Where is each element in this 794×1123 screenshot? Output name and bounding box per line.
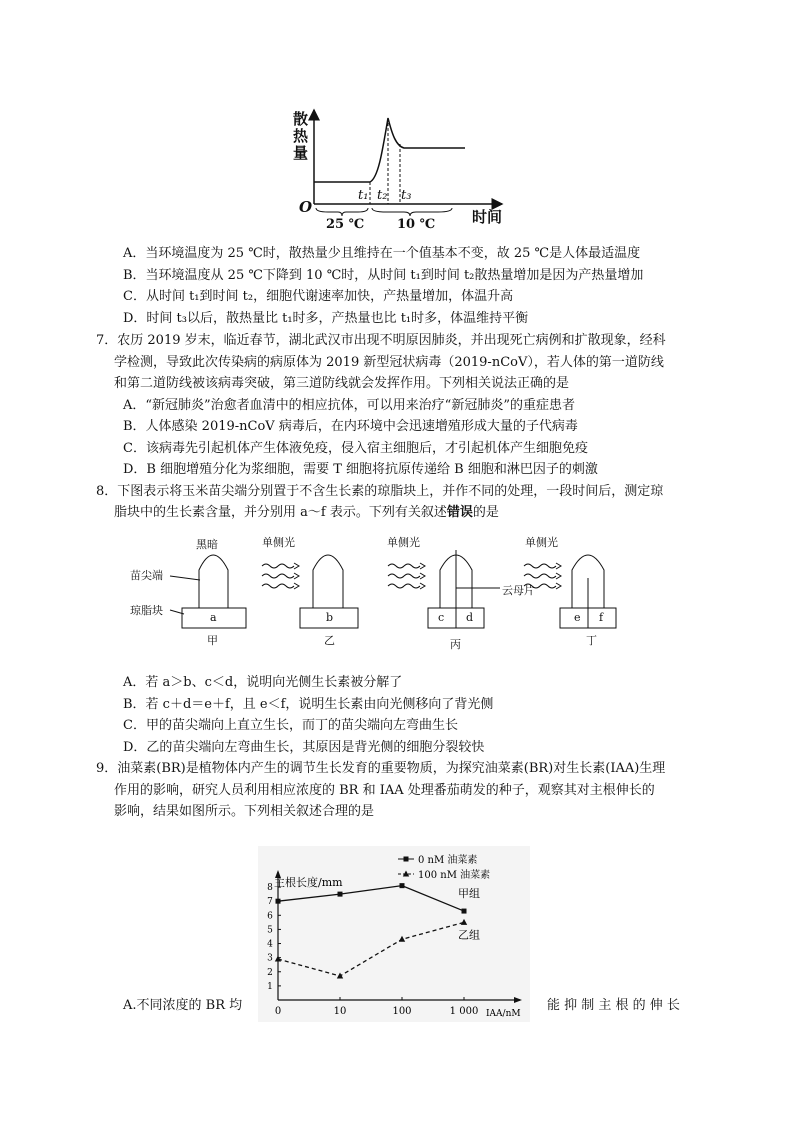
chart-y-tick-label: 5 (267, 925, 273, 936)
fig1-origin: O (299, 198, 313, 216)
br-iaa-chart (258, 846, 530, 1022)
fig1-t2-label: t₂ (377, 188, 388, 203)
q6-option-d: D．时间 t₃以后，散热量比 t₁时多，产热量也比 t₁时多，体温维持平衡 (123, 311, 529, 326)
caption-jia: 甲 (207, 634, 218, 647)
fig1-brace-10 (372, 208, 452, 216)
q8-option-c: C．甲的苗尖端向上直立生长，而丁的苗尖端向左弯曲生长 (123, 718, 458, 733)
agar-label-f: f (599, 611, 604, 624)
tip-jia (199, 555, 228, 608)
fig1-brace-25 (316, 208, 368, 216)
chart-y-tick-label: 4 (267, 939, 273, 950)
q8-stem-text: 的是 (472, 505, 499, 520)
q9-stem-line: 作用的影响，研究人员利用相应浓度的 BR 和 IAA 处理番茄萌发的种子，观察其对主根伸长的 (114, 783, 655, 798)
chart-y-tick-label: 7 (267, 897, 273, 908)
chart-x-tick-label: 10 (333, 1006, 347, 1017)
fig1-y-label-char: 热 (293, 127, 309, 145)
chart-series-line (278, 886, 464, 911)
fig1-y-label (293, 111, 308, 162)
fig1-y-label-char: 散 (293, 110, 309, 128)
chart-x-tick-label: 0 (274, 1006, 282, 1017)
q9-stem-line: 影响，结果如图所示。下列相关叙述合理的是 (114, 804, 375, 819)
chart-y-tick-label: 3 (267, 953, 273, 964)
q9-stem-line: 9．油菜素(BR)是植物体内产生的调节生长发育的重要物质，为探究油菜素(BR)对生长素(IAA)生理 (96, 761, 666, 776)
label-mica: 云母片 (502, 584, 535, 597)
agar-label-d: d (466, 611, 474, 624)
q8-option-a: A．若 a＞b、c＜d，说明向光侧生长素被分解了 (123, 675, 403, 690)
q6-option-c: C．从时间 t₁到时间 t₂，细胞代谢速率加快，产热量增加，体温升高 (123, 289, 514, 304)
fig1-temp-25: 25 ℃ (326, 217, 365, 232)
tip-pointer (170, 576, 200, 580)
chart-point (337, 973, 343, 979)
agar-label-c: c (438, 611, 445, 624)
chart-legend-marker (404, 857, 409, 862)
chart-y-axis-label: 主根长度/mm (274, 876, 343, 889)
chart-series-end-label: 乙组 (458, 928, 480, 942)
q8-option-b: B．若 c＋d＝e＋f，且 e＜f，说明生长素由向光侧移向了背光侧 (123, 697, 494, 712)
label-light-bing: 单侧光 (387, 536, 420, 549)
chart-legend-label: 0 nM 油菜素 (418, 855, 478, 866)
fig1-y-label-char: 量 (293, 144, 309, 162)
fig1-t1-label: t₁ (358, 188, 369, 203)
chart-point (400, 883, 405, 888)
chart-y-tick-label: 6 (267, 911, 273, 922)
q7-stem-line: 和第二道防线被该病毒突破，第三道防线就会发挥作用。下列相关说法正确的是 (114, 376, 570, 391)
chart-y-tick-label: 2 (267, 967, 273, 978)
caption-bing: 丙 (450, 638, 461, 651)
chart-x-axis-label: IAA/nM (486, 1009, 521, 1019)
fig1-curve (314, 118, 465, 182)
chart-point (461, 919, 467, 925)
fig1-t3-label: t₃ (401, 188, 412, 203)
label-tip: 苗尖端 (130, 569, 163, 582)
chart-point (338, 892, 343, 897)
agar-label-e: e (574, 611, 581, 624)
light-arrows-yi (262, 563, 299, 589)
chart-x-tick-label: 100 (392, 1006, 412, 1017)
agar-label-a: a (210, 611, 217, 624)
chart-series-line (278, 922, 464, 976)
chart-point (275, 956, 281, 962)
chart-y-tick-label: 1 (267, 981, 273, 992)
label-agar: 琼脂块 (130, 604, 163, 617)
label-light-yi: 单侧光 (262, 536, 295, 549)
chart-point (399, 936, 405, 942)
q9-option-a-right: 能 抑 制 主 根 的 伸 长 (547, 998, 680, 1013)
chart-series-end-label: 甲组 (458, 887, 480, 901)
q6-option-a: A．当环境温度为 25 ℃时，散热量少且维持在一个值基本不变，故 25 ℃是人体最适温度 (123, 246, 641, 261)
q7-stem-line: 7．农历 2019 岁末，临近春节，湖北武汉市出现不明原因肺炎，并出现死亡病例和扩散现象，经科 (96, 333, 666, 348)
q9-option-a-left: A.不同浓度的 BR 均 (123, 998, 243, 1013)
q6-option-b: B．当环境温度从 25 ℃下降到 10 ℃时，从时间 t₁到时间 t₂散热量增加是因为产热量增加 (123, 268, 644, 283)
chart-x-tick-label: 1 000 (449, 1006, 479, 1017)
chart-y-tick-label: 8 (267, 883, 273, 894)
q7-option-b: B．人体感染 2019-nCoV 病毒后，在内环境中会迅速增殖形成大量的子代病毒 (123, 419, 578, 434)
q7-option-a: A．“新冠肺炎”治愈者血清中的相应抗体，可以用来治疗“新冠肺炎”的重症患者 (123, 398, 575, 413)
q8-stem-emphasis: 错误 (446, 505, 473, 520)
q8-stem-line-2 (114, 503, 499, 523)
q7-option-d: D．B 细胞增殖分化为浆细胞，需要 T 细胞将抗原传递给 B 细胞和淋巴因子的刺激 (123, 462, 598, 477)
q8-stem-line: 8．下图表示将玉米苗尖端分别置于不含生长素的琼脂块上，并作不同的处理，一段时间后，测定琼 (96, 484, 664, 499)
q7-option-c: C．该病毒先引起机体产生体液免疫，侵入宿主细胞后，才引起机体产生细胞免疫 (123, 441, 588, 456)
q8-option-d: D．乙的苗尖端向左弯曲生长，其原因是背光侧的细胞分裂较快 (123, 740, 485, 755)
q7-stem-line: 学检测，导致此次传染病的病原体为 2019 新型冠状病毒（2019-nCoV），若人体的第一道防线 (114, 355, 664, 370)
fig1-temp-10: 10 ℃ (397, 217, 436, 232)
caption-ding: 丁 (586, 634, 597, 647)
agar-label-b: b (326, 611, 334, 624)
fig1-x-label: 时间 (472, 208, 503, 226)
label-dark: 黑暗 (196, 538, 218, 551)
tip-yi (313, 555, 343, 608)
chart-point (276, 899, 281, 904)
light-arrows-bing (388, 563, 425, 589)
chart-legend-label: 100 nM 油菜素 (418, 870, 491, 881)
chart-point (462, 909, 467, 914)
chart-x-arrow (514, 997, 522, 1003)
q8-stem-text: 脂块中的生长素含量，并分别用 a～f 表示。下列有关叙述 (114, 505, 447, 520)
caption-yi: 乙 (324, 634, 335, 647)
label-light-ding: 单侧光 (525, 536, 558, 549)
